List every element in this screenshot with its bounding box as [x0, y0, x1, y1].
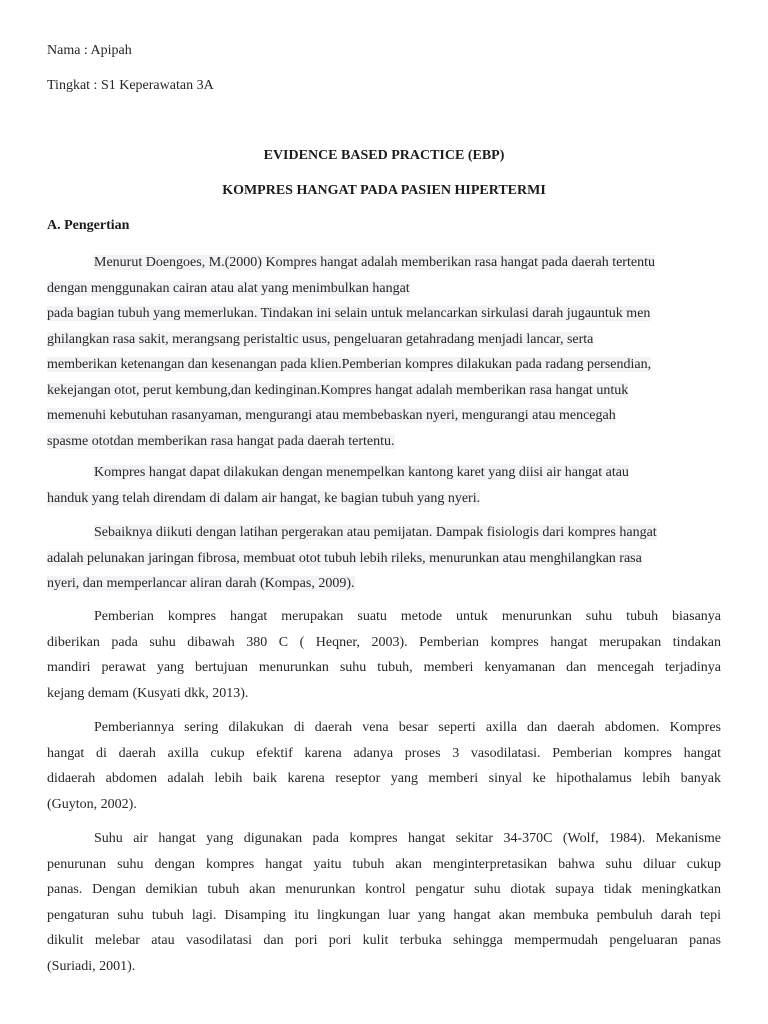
document-title: EVIDENCE BASED PRACTICE (EBP) [263, 148, 505, 163]
paragraph-5 [47, 715, 721, 817]
student-level: Tingkat : S1 Keperawatan 3A [47, 78, 214, 93]
paragraph-line: diberikan pada suhu dibawah 380 C ( Heqner, 2003). Pemberian kompres hangat merupakan tindakan [47, 634, 721, 650]
paragraph-line: ghilangkan rasa sakit, merangsang peristaltic usus, pengeluaran getahradang menjadi lancar, serta [47, 331, 594, 347]
paragraph-line: kejang demam (Kusyati dkk, 2013). [47, 685, 249, 701]
paragraph-1 [47, 250, 721, 454]
paragraph-line: handuk yang telah direndam di dalam air hangat, ke bagian tubuh yang nyeri. [47, 490, 481, 506]
paragraph-line: pengaturan suhu tubuh lagi. Disamping itu lingkungan luar yang hangat akan membuka pembuluh darah tepi [47, 907, 721, 923]
paragraph-line: pada bagian tubuh yang memerlukan. Tindakan ini selain untuk melancarkan sirkulasi darah jugauntuk men [47, 306, 651, 321]
document-subtitle: KOMPRES HANGAT PADA PASIEN HIPERTERMI [222, 183, 546, 198]
paragraph-line: didaerah abdomen adalah lebih baik karena reseptor yang memberi sinyal ke hipothalamus lebih banyak [47, 771, 721, 786]
paragraph-2 [47, 460, 721, 511]
paragraph-line: (Guyton, 2002). [47, 796, 137, 812]
paragraph-line: Kompres hangat dapat dilakukan dengan menempelkan kantong karet yang diisi air hangat atau [94, 465, 629, 480]
paragraph-4 [47, 604, 721, 706]
paragraph-line: kekejangan otot, perut kembung,dan kedinginan.Kompres hangat adalah memberikan rasa hangat untuk [47, 382, 629, 398]
paragraph-line: mandiri perawat yang bertujuan menurunkan suhu tubuh, memberi kenyamanan dan mencegah terjadinya [47, 660, 721, 675]
paragraph-line: Pemberian kompres hangat merupakan suatu metode untuk menurunkan suhu tubuh biasanya [94, 609, 721, 624]
paragraph-line: Pemberiannya sering dilakukan di daerah vena besar seperti axilla dan daerah abdomen. Kompres [94, 720, 721, 735]
paragraph-line: spasme ototdan memberikan rasa hangat pada daerah tertentu. [47, 433, 395, 449]
paragraph-line: Suhu air hangat yang digunakan pada kompres hangat sekitar 34-370C (Wolf, 1984). Mekanisme [94, 831, 721, 846]
paragraph-line: adalah pelunakan jaringan fibrosa, membuat otot tubuh lebih rileks, menurunkan atau menghilangkan rasa [47, 550, 642, 566]
paragraph-3 [47, 520, 721, 597]
paragraph-line: memenuhi kebutuhan rasanyaman, mengurangi atau membebaskan nyeri, mengurangi atau mencegah [47, 408, 616, 423]
paragraph-line: nyeri, dan memperlancar aliran darah (Kompas, 2009). [47, 576, 355, 591]
student-name: Nama : Apipah [47, 43, 132, 58]
paragraph-line: Sebaiknya diikuti dengan latihan pergerakan atau pemijatan. Dampak fisiologis dari kompres hangat [94, 525, 657, 540]
paragraph-line: dikulit melebar atau vasodilatasi dan pori pori kulit terbuka sehingga mempermudah pengeluaran panas [47, 933, 721, 948]
paragraph-6 [47, 826, 721, 979]
section-heading: A. Pengertian [47, 218, 130, 233]
paragraph-line: memberikan ketenangan dan kesenangan pada klien.Pemberian kompres dilakukan pada radang persendian, [47, 357, 652, 372]
paragraph-line: (Suriadi, 2001). [47, 958, 136, 974]
paragraph-line: Menurut Doengoes, M.(2000) Kompres hangat adalah memberikan rasa hangat pada daerah tertentu [94, 255, 655, 270]
paragraph-line: dengan menggunakan cairan atau alat yang menimbulkan hangat [47, 280, 410, 296]
paragraph-line: hangat di daerah axilla cukup efektif karena adanya proses 3 vasodilatasi. Pemberian kompres hangat [47, 745, 721, 761]
paragraph-line: penurunan suhu dengan kompres hangat yaitu tubuh akan menginterpretasikan bahwa suhu diluar cukup [47, 856, 721, 872]
paragraph-line: panas. Dengan demikian tubuh akan menurunkan kontrol pengatur suhu diotak supaya tidak meningkatkan [47, 882, 721, 897]
